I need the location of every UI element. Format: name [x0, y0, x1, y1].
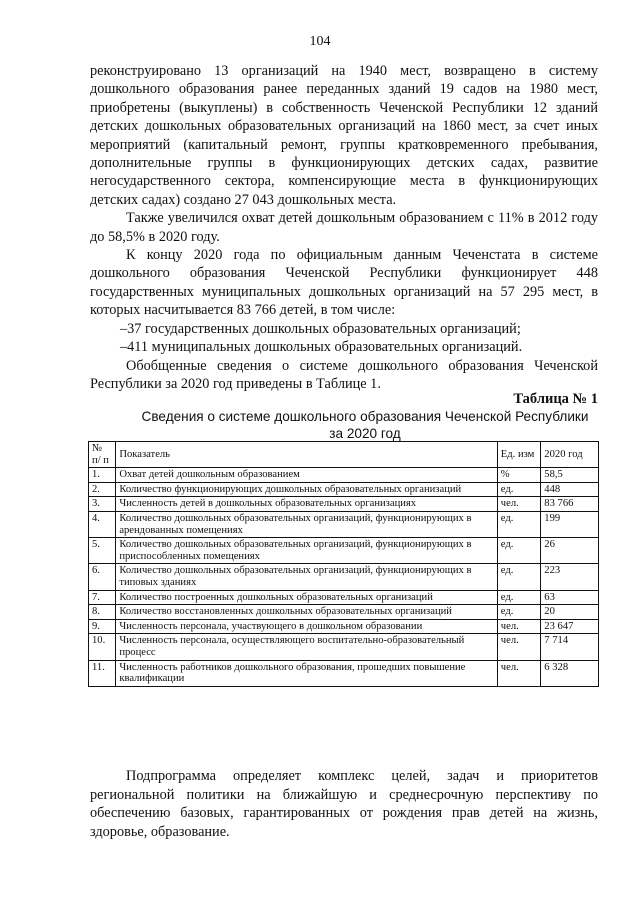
- cell-unit: ед.: [497, 482, 541, 497]
- cell-number: 11.: [89, 660, 116, 686]
- preschool-statistics-table: [88, 441, 599, 687]
- cell-indicator: Количество построенных дошкольных образовательных организаций: [116, 590, 497, 605]
- cell-number: 8.: [89, 605, 116, 620]
- cell-indicator: Количество дошкольных образовательных организаций, функционирующих в арендованных помещениях: [116, 511, 497, 537]
- cell-number: 7.: [89, 590, 116, 605]
- cell-indicator: Количество функционирующих дошкольных образовательных организаций: [116, 482, 497, 497]
- cell-value: 7 714: [541, 634, 599, 660]
- table-row: [89, 482, 599, 497]
- cell-value: 20: [541, 605, 599, 620]
- cell-number: 9.: [89, 619, 116, 634]
- cell-indicator: Численность персонала, участвующего в дошкольном образовании: [116, 619, 497, 634]
- header-number: № п/ п: [89, 442, 116, 468]
- cell-value: 58,5: [541, 468, 599, 483]
- cell-indicator: Численность работников дошкольного образования, прошедших повышение квалификации: [116, 660, 497, 686]
- paragraph-coverage: Также увеличился охват детей дошкольным образованием с 11% в 2012 году до 58,5% в 2020 году.: [90, 210, 598, 245]
- table-row: [89, 497, 599, 512]
- table-row: [89, 538, 599, 564]
- cell-value: 448: [541, 482, 599, 497]
- cell-unit: ед.: [497, 538, 541, 564]
- cell-number: 6.: [89, 564, 116, 590]
- cell-indicator: Численность персонала, осуществляющего воспитательно-образовательный процесс: [116, 634, 497, 660]
- table-row: [89, 468, 599, 483]
- table-caption: [90, 408, 640, 442]
- list-item-municipal-organizations: –411 муниципальных дошкольных образовательных организаций.: [120, 339, 523, 356]
- cell-unit: ед.: [497, 564, 541, 590]
- header-unit: Ед. изм: [497, 442, 541, 468]
- cell-indicator: Количество дошкольных образовательных организаций, функционирующих в типовых зданиях: [116, 564, 497, 590]
- cell-unit: чел.: [497, 619, 541, 634]
- body-text: [90, 62, 598, 393]
- cell-indicator: Охват детей дошкольным образованием: [116, 468, 497, 483]
- cell-unit: %: [497, 468, 541, 483]
- table-row: [89, 634, 599, 660]
- cell-indicator: Количество восстановленных дошкольных образовательных организаций: [116, 605, 497, 620]
- cell-number: 1.: [89, 468, 116, 483]
- cell-value: 26: [541, 538, 599, 564]
- cell-number: 2.: [89, 482, 116, 497]
- list-item-state-organizations: –37 государственных дошкольных образовательных организаций;: [120, 320, 521, 337]
- cell-value: 223: [541, 564, 599, 590]
- cell-number: 5.: [89, 538, 116, 564]
- paragraph-statistics: К концу 2020 года по официальным данным Чеченстата в системе дошкольного образования Чеченской Республики функционирует 448 государственных муниципальных дошкольных организаций на 57 295 мест, в которых насчитывается 83 766 детей, в том числе:: [90, 247, 598, 319]
- header-year: 2020 год: [541, 442, 599, 468]
- table-label: Таблица № 1: [513, 391, 598, 407]
- table-row: [89, 564, 599, 590]
- cell-unit: ед.: [497, 590, 541, 605]
- header-indicator: Показатель: [116, 442, 497, 468]
- paragraph-subprogram: Подпрограмма определяет комплекс целей, задач и приоритетов региональной политики на ближайшую и среднесрочную перспективу по обеспечению базовых, гарантированных от рождения прав детей на жизнь, здоровье, образование.: [90, 768, 598, 840]
- paragraph-reconstruction: реконструировано 13 организаций на 1940 мест, возвращено в систему дошкольного образования ранее переданных зданий 19 садов на 1980 мест, приобретены (выкуплены) в собственность Чеченской Республики 12 зданий детских дошкольных образовательных организаций на 1860 мест, за счет иных мероприятий (капитальный ремонт, группы кратковременного пребывания, дополнительные группы в функционирующих детских садах, развитие негосударственного сектора, компенсирующие места в функционирующих детских садах) создано 27 043 дошкольных места.: [90, 63, 598, 208]
- table-row: [89, 590, 599, 605]
- table-row: [89, 511, 599, 537]
- page-number: 104: [309, 34, 331, 49]
- cell-number: 3.: [89, 497, 116, 512]
- cell-number: 4.: [89, 511, 116, 537]
- cell-value: 63: [541, 590, 599, 605]
- cell-indicator: Количество дошкольных образовательных организаций, функционирующих в приспособленных помещениях: [116, 538, 497, 564]
- table-row: [89, 660, 599, 686]
- cell-value: 83 766: [541, 497, 599, 512]
- cell-unit: ед.: [497, 511, 541, 537]
- cell-value: 199: [541, 511, 599, 537]
- cell-indicator: Численность детей в дошкольных образовательных организациях: [116, 497, 497, 512]
- table-row: [89, 619, 599, 634]
- cell-number: 10.: [89, 634, 116, 660]
- table-caption-line-1: Сведения о системе дошкольного образования Чеченской Республики: [141, 409, 589, 424]
- cell-unit: чел.: [497, 497, 541, 512]
- table-header-row: [89, 442, 599, 468]
- cell-unit: чел.: [497, 634, 541, 660]
- table-caption-line-2: за 2020 год: [329, 426, 401, 441]
- cell-value: 6 328: [541, 660, 599, 686]
- paragraph-table-reference: Обобщенные сведения о системе дошкольного образования Чеченской Республики за 2020 год приведены в Таблице 1.: [90, 357, 598, 392]
- cell-unit: чел.: [497, 660, 541, 686]
- closing-text: [90, 767, 598, 841]
- cell-value: 23 647: [541, 619, 599, 634]
- table-row: [89, 605, 599, 620]
- cell-unit: ед.: [497, 605, 541, 620]
